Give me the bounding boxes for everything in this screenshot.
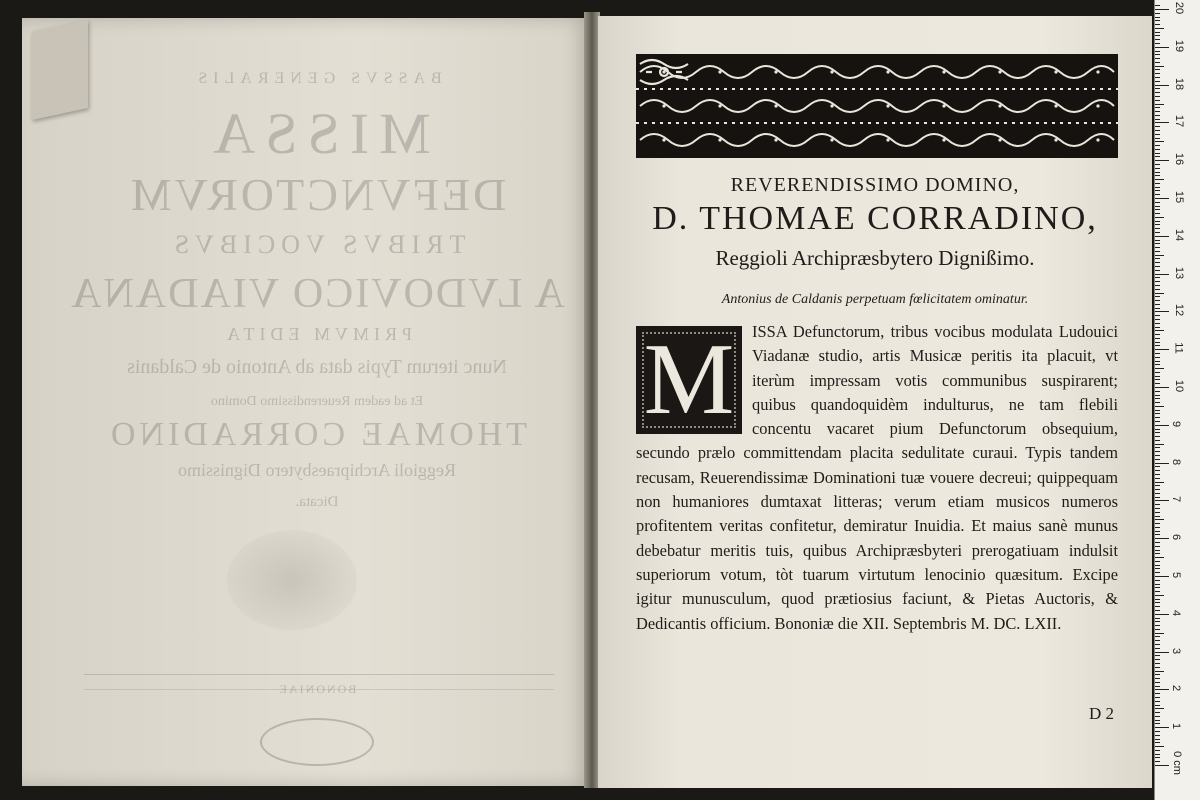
ruler-tick [1155,761,1160,762]
ruler-tick [1155,425,1169,426]
show-through-line: Dicata. [295,494,339,510]
ruler-tick [1155,5,1160,6]
ruler-tick [1155,349,1169,350]
ruler-tick [1155,474,1160,475]
ruler-tick [1155,466,1160,467]
show-through-ornament [227,530,357,630]
ruler-tick [1155,735,1160,736]
ruler-tick [1155,716,1160,717]
ruler-tick [1155,493,1160,494]
ruler-tick [1155,361,1160,362]
ruler-tick [1155,587,1160,588]
ruler-tick [1155,126,1160,127]
ruler-tick [1155,591,1160,592]
ruler-tick [1155,13,1160,14]
ruler-tick [1155,145,1160,146]
ruler-tick [1155,636,1160,637]
show-through-line: A LVDOVICO VIADANA [69,271,565,317]
ruler-tick [1155,194,1160,195]
ruler-tick [1155,104,1164,105]
ruler-tick [1155,451,1160,452]
ruler-tick [1155,364,1160,365]
ruler-tick [1155,119,1160,120]
ruler-tick [1155,172,1160,173]
show-through-line: DEFVNCTORVM [127,169,507,220]
ruler-tick [1155,455,1160,456]
ruler-tick [1155,58,1160,59]
ruler-tick [1155,731,1160,732]
ruler-tick [1155,538,1169,539]
ruler-tick [1155,500,1169,501]
ruler-tick [1155,750,1160,751]
ruler-tick [1155,293,1164,294]
ruler-tick [1155,727,1169,728]
ruler-tick [1155,580,1160,581]
ruler-tick [1155,595,1164,596]
ruler-tick [1155,682,1160,683]
initial-letter: M [643,326,735,434]
ruler-tick [1155,413,1160,414]
ruler-tick [1155,701,1160,702]
ruler-number: 10 [1173,379,1186,393]
ruler-number: 12 [1173,304,1186,317]
ruler-tick [1155,712,1160,713]
ruler-tick [1155,372,1160,373]
ruler-tick [1155,77,1160,78]
ruler-tick [1155,73,1160,74]
ruler-tick [1155,51,1160,52]
ruler-tick [1155,739,1160,740]
ruler-tick [1155,262,1160,263]
ruler-tick [1155,296,1160,297]
ruler-tick [1155,614,1169,615]
ruler-tick [1155,240,1160,241]
ruler-tick [1155,277,1160,278]
ruler-tick [1155,330,1164,331]
ruler-tick [1155,708,1164,709]
ruler-tick [1155,338,1160,339]
ruler-tick [1155,107,1160,108]
ruler-tick [1155,281,1160,282]
measuring-ruler [1154,0,1200,800]
ruler-tick [1155,436,1160,437]
open-book [14,12,1152,788]
ruler-tick [1155,402,1160,403]
ruler-tick [1155,251,1160,252]
show-through-line: MISSA [203,101,431,166]
ruler-tick [1155,217,1164,218]
ruler-tick [1155,618,1160,619]
ruler-tick [1155,557,1164,558]
ruler-tick [1155,447,1160,448]
ruler-tick [1155,432,1160,433]
ruler-tick [1155,470,1160,471]
ruler-tick [1155,69,1160,70]
ruler-tick [1155,644,1160,645]
ruler-tick [1155,379,1160,380]
ruler-tick [1155,489,1160,490]
ruler-tick [1155,602,1160,603]
show-through-line: Et ad eadem Reuerendissimo Domino [210,394,424,409]
ruler-tick [1155,689,1169,690]
ruler-tick [1155,674,1160,675]
ruler-tick [1155,482,1164,483]
ruler-tick [1155,255,1164,256]
dedication-body [636,320,1118,636]
ruler-tick [1155,221,1160,222]
ruler-tick [1155,323,1160,324]
ruler-tick [1155,39,1160,40]
ruler-tick [1155,43,1160,44]
ruler-tick [1155,516,1160,517]
ruler-tick [1155,720,1160,721]
ruler-tick [1155,610,1160,611]
ruler-number: 19 [1173,39,1186,52]
ruler-tick [1155,311,1169,312]
ruler-tick [1155,383,1160,384]
ruler-tick [1155,421,1160,422]
ruler-tick [1155,206,1160,207]
ruler-number: 5 [1170,571,1183,579]
ruler-tick [1155,190,1160,191]
library-stamp [260,718,374,766]
ruler-tick [1155,625,1160,626]
ruler-tick [1155,576,1169,577]
ruler-tick [1155,198,1169,199]
ruler-number: 16 [1173,153,1186,166]
ruler-tick [1155,134,1160,135]
ruler-tick [1155,391,1160,392]
ruler-number: 4 [1170,609,1183,616]
ruler-tick [1155,410,1160,411]
ruler-tick [1155,485,1160,486]
ruler-tick [1155,92,1160,93]
ruler-tick [1155,319,1160,320]
ruler-tick [1155,368,1164,369]
ruler-tick [1155,236,1169,237]
ruler-tick [1155,345,1160,346]
ruler-tick [1155,9,1169,10]
ruler-tick [1155,523,1160,524]
ruler-tick [1155,534,1160,535]
ruler-tick [1155,757,1160,758]
ruler-zero-label: 0 cm [1170,751,1183,775]
ruler-tick [1155,285,1160,286]
ruler-tick [1155,224,1160,225]
ruler-tick [1155,153,1160,154]
show-through-line: Nunc iterum Typis data ab Antonio de Caldanis [127,356,507,378]
ruler-tick [1155,497,1160,498]
ruler-number: 9 [1170,420,1183,427]
ruler-tick [1155,247,1160,248]
dedication-line: Antonius de Caldanis perpetuam fœlicitatem ominatur. [721,292,1029,307]
ruler-number: 2 [1170,685,1183,692]
body-paragraph: ISSA Defunctorum, tribus vocibus modulata Ludouici Viadanæ studio, artis Musicæ peritis ita placuit, vt iterùm impressam votis communibus suspirarent; quibus quandoquidèm indulturus, ne tam flebili concentu vacaret pium Defunctorum obsequium, secundo prælo committendam placita sedulitate curaui. Typis tandem recusam, Reuerendissimæ Dominationi tuæ vouere decreui; quippequam non humaniores dumtaxat litteras; verum etiam musicos numeros profitentem veritas confitetur, demiratur Inuidia. Et maius sanè munus debebatur meritis tuis, quibus Archipræsbyteri prerogatiuam indulsit superiorum votum, tòt tuarum virtutum lenocinio quæsitum. Excipe igitur munusculum, quod prætiosius faciunt, & Pietas Auctoris, & Dedicantis officium. Bononiæ die XII. Septembris M. DC. LXII. [636,322,1118,633]
ruler-tick [1155,156,1160,157]
ruler-number: 17 [1173,115,1186,128]
ruler-tick [1155,663,1160,664]
ruler-tick [1155,693,1160,694]
ruler-tick [1155,24,1160,25]
ruler-tick [1155,111,1160,112]
ruler-tick [1155,183,1160,184]
ruler-tick [1155,289,1160,290]
ruler-tick [1155,440,1160,441]
ruler-tick [1155,32,1160,33]
ruler-tick [1155,512,1160,513]
ruler-tick [1155,678,1160,679]
ruler-tick [1155,232,1160,233]
show-through-line: BONONIAE [277,682,357,696]
ruler-tick [1155,130,1160,131]
ruler-tick [1155,723,1160,724]
ruler-number: 7 [1170,496,1183,503]
ruler-tick [1155,164,1160,165]
ruler-tick [1155,633,1164,634]
ruler-tick [1155,213,1160,214]
ruler-tick [1155,209,1160,210]
ruler-tick [1155,179,1164,180]
ruler-tick [1155,671,1164,672]
ruler-tick [1155,308,1160,309]
ruler-tick [1155,85,1169,86]
ruler-tick [1155,606,1160,607]
ruler-tick [1155,357,1160,358]
ruler-tick [1155,304,1160,305]
ruler-tick [1155,572,1160,573]
ruler-tick [1155,561,1160,562]
ruler-tick [1155,202,1160,203]
ruler-tick [1155,35,1160,36]
ruler-number: 15 [1173,190,1186,204]
ruler-tick [1155,621,1160,622]
ruler-tick [1155,47,1169,48]
ruler-tick [1155,697,1160,698]
ruler-number: 11 [1172,342,1185,354]
ruler-tick [1155,519,1164,520]
show-through-line: BASSVS GENERALIS [192,70,442,87]
ruler-tick [1155,149,1160,150]
signature-mark: D 2 [1088,704,1114,723]
ruler-tick [1155,315,1160,316]
ruler-tick [1155,429,1160,430]
ruler-number: 3 [1170,647,1183,654]
ruler-tick [1155,686,1160,687]
ruler-tick [1155,746,1164,747]
ruler-tick [1155,417,1160,418]
ruler-tick [1155,742,1160,743]
ruler-tick [1155,546,1160,547]
ruler-tick [1155,342,1160,343]
ruler-tick [1155,584,1160,585]
ruler-tick [1155,531,1160,532]
ruler-tick [1155,122,1169,123]
show-through-line: PRIMVM EDITA [221,324,413,344]
ruler-tick [1155,568,1160,569]
ruler-tick [1155,115,1160,116]
ruler-tick [1155,300,1160,301]
ruler-tick [1155,141,1164,142]
ruler-number: 8 [1170,458,1183,465]
ruler-tick [1155,629,1160,630]
ruler-tick [1155,553,1160,554]
ruler-number: 20 [1173,1,1186,15]
right-page [598,16,1152,788]
ruler-tick [1155,705,1160,706]
ruler-tick [1155,459,1160,460]
ruler-tick [1155,527,1160,528]
ruler-tick [1155,353,1160,354]
ruler-tick [1155,266,1160,267]
ruler-tick [1155,54,1160,55]
ruler-tick [1155,376,1160,377]
ornament-band [636,54,1118,158]
ruler-tick [1155,463,1169,464]
ruler-tick [1155,274,1169,275]
ruler-tick [1155,270,1160,271]
ruler-tick [1155,478,1160,479]
ruler-tick [1155,88,1160,89]
ruler-number: 18 [1173,77,1186,90]
ruler-tick [1155,66,1164,67]
ruler-tick [1155,387,1169,388]
ruler-tick [1155,175,1160,176]
ruler-tick [1155,667,1160,668]
ruler-tick [1155,258,1160,259]
heading-line-2: D. THOMAE CORRADINO, [652,200,1098,237]
show-through-line: THOMAE CORRADINO [106,416,528,453]
ruler-tick [1155,599,1160,600]
ruler-tick [1155,504,1160,505]
ruler-tick [1155,765,1169,766]
ruler-tick [1155,81,1160,82]
ruler-tick [1155,652,1169,653]
show-through-line: TRIBVS VOCIBVS [168,230,466,259]
ruler-tick [1155,168,1160,169]
ruler-tick [1155,243,1160,244]
initial-spacer [636,320,752,438]
ruler-tick [1155,17,1160,18]
ruler-tick [1155,406,1164,407]
ruler-tick [1155,160,1169,161]
ruler-tick [1155,640,1160,641]
ruler-tick [1155,648,1160,649]
ruler-number: 6 [1170,534,1183,541]
heading-line-1: REVERENDISSIMO DOMINO, [730,174,1020,196]
ruler-tick [1155,334,1160,335]
ruler-tick [1155,444,1164,445]
ruler-tick [1155,62,1160,63]
show-through-line: Reggioli Archipraesbytero Dignissimo [178,460,456,480]
ruler-tick [1155,96,1160,97]
left-page [22,18,592,786]
ruler-tick [1155,395,1160,396]
ruler-tick [1155,565,1160,566]
ruler-tick [1155,659,1160,660]
heading-line-3: Reggioli Archipræsbytero Dignißimo. [715,246,1035,270]
ruler-tick [1155,550,1160,551]
ruler-number: 13 [1173,266,1186,279]
ruler-number: 14 [1173,228,1186,241]
ruler-tick [1155,327,1160,328]
ruler-tick [1155,187,1160,188]
ruler-tick [1155,228,1160,229]
ruler-tick [1155,754,1160,755]
ruler-tick [1155,20,1160,21]
ruler-tick [1155,398,1160,399]
ruler-tick [1155,138,1160,139]
ruler-tick [1155,100,1160,101]
ruler-tick [1155,655,1160,656]
ruler-number: 1 [1170,723,1183,730]
ruler-tick [1155,508,1160,509]
ruler-tick [1155,28,1164,29]
ruler-tick [1155,542,1160,543]
